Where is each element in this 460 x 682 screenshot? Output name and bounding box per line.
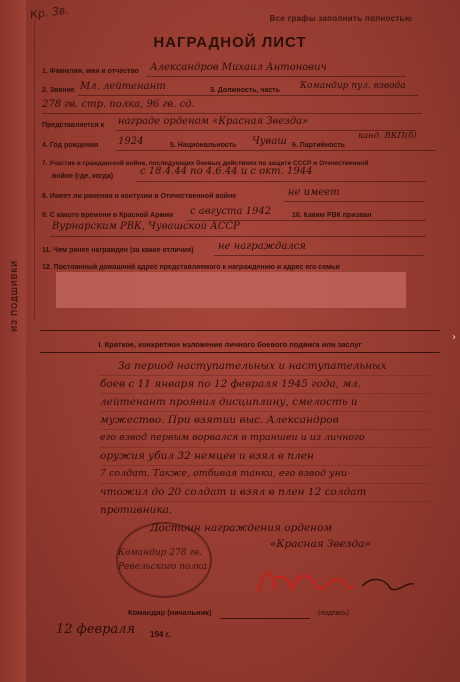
all-fields-note: Все графы заполнить полностью (269, 14, 412, 23)
field-label-army-since: 9. С какого времени в Красной Армии (42, 212, 174, 219)
narrative-line: лейтенант проявил дисциплину, смелость и (100, 396, 358, 408)
narrative-line: 7 солдат. Также, отбивая танки, его взвод уни- (100, 468, 351, 479)
narrative-line: За период наступательных и наступательных (118, 360, 387, 372)
field-label-prior-awards: 11. Чем ранее награжден (за какие отличия) (42, 247, 194, 254)
field-underline (284, 201, 424, 202)
field-label-war-participation: 7. Участие в гражданской войне, последующих боевых действиях по защите СССР и Отечественной (42, 160, 369, 167)
narrative-rule (100, 411, 430, 412)
field-underline (42, 113, 422, 114)
field-value-rank: Мл. лейтенант (80, 81, 166, 92)
narrative-rule (100, 429, 430, 430)
signature-line (220, 618, 310, 619)
field-value-unit: 278 гв. стр. полка, 96 гв. сд. (42, 99, 195, 110)
field-underline (78, 95, 418, 96)
margin-line (34, 20, 35, 320)
field-label-rank: 2. Звание (42, 87, 75, 94)
field-value-birth-year: 1924 (118, 136, 144, 147)
field-underline (50, 236, 426, 237)
field-underline (116, 150, 436, 151)
narrative-line: его взвод первым ворвался в траншеи и из личного (100, 432, 365, 443)
field-label-party: 6. Партийность (292, 142, 345, 149)
narrative-line: мужество. При взятии выс. Александров (100, 414, 339, 426)
narrative-line: чтожил до 20 солдат и взял в плен 12 солдат (100, 486, 367, 498)
field-value-name: Александров Михаил Антонович (150, 62, 327, 73)
section-heading: I. Краткое, конкретное изложение личного боевого подвига или заслуг (98, 340, 362, 349)
corner-note: Кр. Зв. (29, 3, 70, 22)
field-value-nationality: Чуваш (252, 136, 287, 147)
field-label-wounds: 8. Имеет ли ранения и контузии в Отечественной войне (42, 193, 237, 200)
field-value-rvk: Вурнарским РВК, Чувашской АССР (52, 221, 240, 232)
narrative-line: боев с 11 января по 12 февраля 1945 года, мл. (100, 378, 362, 390)
field-underline (146, 76, 406, 77)
official-seal (116, 522, 212, 598)
stamp-line: Ревельского полка (118, 562, 207, 572)
document-year: 194 г. (150, 630, 171, 639)
section-divider (40, 352, 440, 353)
section-divider (40, 330, 440, 331)
field-label-nationality: 5. Национальность (170, 142, 237, 149)
commander-signature (250, 556, 420, 606)
field-value-nominated: награде орденом «Красная Звезда» (118, 116, 309, 127)
narrative-rule (100, 501, 430, 502)
field-underline (136, 181, 426, 182)
field-label-birth-year: 4. Год рождения (42, 142, 99, 149)
field-value-party: канд. ВКП(б) (358, 131, 417, 141)
conclusion-line: «Красная Звезда» (270, 538, 371, 550)
field-value-wounds: не имеет (288, 187, 340, 198)
narrative-rule (100, 393, 430, 394)
redacted-address-block (56, 272, 406, 308)
narrative-line: противника. (100, 504, 173, 516)
side-stamp: ИЗ ПОДШИВКИ (10, 260, 19, 332)
field-value-army-since: с августа 1942 (190, 206, 272, 217)
narrative-rule (100, 447, 430, 448)
field-label-name: 1. Фамилия, имя и отчество (42, 68, 139, 75)
narrative-rule (100, 465, 430, 466)
field-label-rvk: 10. Каким РВК призван (292, 212, 372, 219)
field-underline (214, 255, 424, 256)
narrative-line: оружия убил 32 немцев и взял в плен (100, 450, 314, 462)
cursor-arrow-icon: › (452, 332, 456, 343)
field-value-prior-awards: не награждался (218, 241, 306, 252)
field-label-position: 3. Должность, часть (210, 87, 280, 94)
commander-label: Командир (начальник) (128, 608, 212, 617)
document-title: НАГРАДНОЙ ЛИСТ (153, 34, 307, 51)
document-date: 12 февраля (56, 622, 136, 637)
field-value-war-where: с 18.4.44 по 4.6.44 и с окт. 1944 (140, 166, 313, 177)
field-value-position: Командир пул. взвода (300, 81, 406, 91)
field-label-war-where: войне (где, когда) (52, 173, 114, 180)
conclusion-line: Достоин награждения орденом (150, 522, 333, 534)
stamp-line: Командир 278 гв. (118, 548, 202, 558)
field-label-nominated: Представляется к (42, 122, 105, 129)
signature-label: (подпись) (318, 610, 350, 617)
field-label-address: 12. Постоянный домашний адрес представляемого к награждению и адрес его семьи (42, 264, 340, 271)
narrative-rule (100, 483, 430, 484)
narrative-rule (100, 375, 430, 376)
